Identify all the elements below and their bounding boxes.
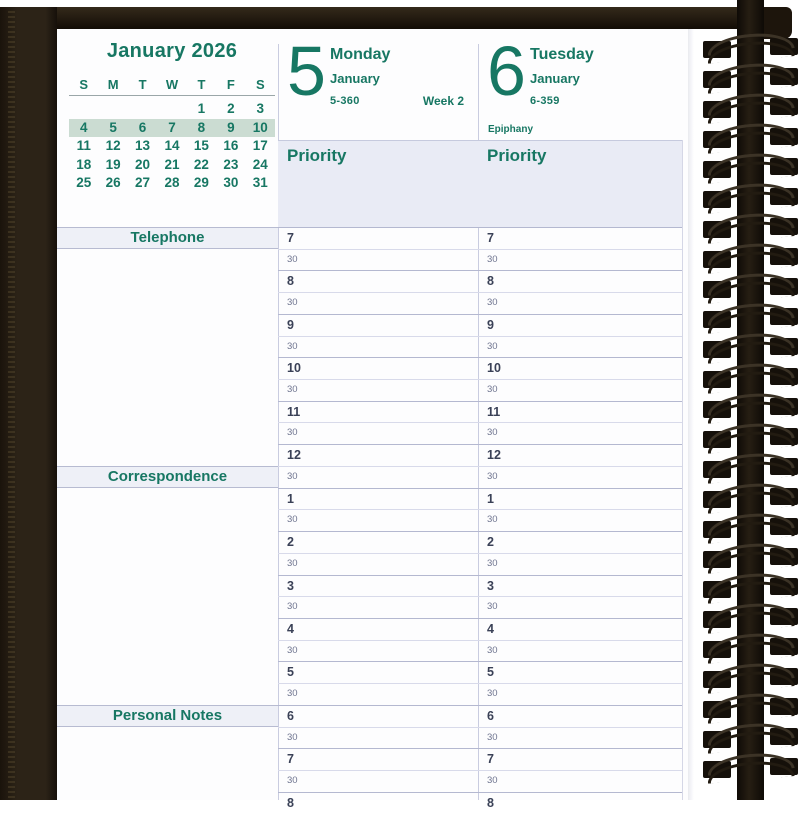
time-slot [278, 357, 478, 379]
priority-section [278, 140, 478, 227]
time-slot [278, 509, 478, 531]
mini-calendar-day: 6 [128, 119, 157, 138]
time-slot [278, 531, 478, 553]
time-slot-grid [478, 227, 682, 810]
time-slot-label: 30 [287, 340, 298, 352]
time-slot [478, 531, 682, 553]
time-slot-label: 8 [487, 795, 494, 810]
priority-label: Priority [487, 146, 547, 165]
time-slot [278, 705, 478, 727]
time-slot-label: 5 [287, 665, 294, 680]
mini-calendar-day [98, 100, 127, 119]
section-band [57, 227, 278, 249]
day-header [330, 46, 390, 107]
mini-calendar-day: 17 [252, 138, 268, 154]
time-slot [278, 618, 478, 640]
time-slot-label: 10 [287, 361, 301, 376]
time-slot [478, 488, 682, 510]
time-slot [278, 401, 478, 423]
time-slot [278, 422, 478, 444]
mini-calendar-day: 20 [135, 156, 151, 172]
day-number: 6 [487, 32, 524, 110]
mini-calendar-day [157, 100, 186, 119]
day-of-year-label: 5-360 [330, 95, 360, 107]
time-slot-label: 3 [487, 578, 494, 593]
time-slot [278, 683, 478, 705]
mini-calendar-day: 4 [69, 119, 98, 138]
time-slot [478, 444, 682, 466]
time-slot-label: 8 [287, 795, 294, 810]
weekday-label: Monday [330, 46, 391, 63]
time-slot-label: 30 [287, 688, 298, 700]
mini-calendar-day: 10 [246, 119, 275, 138]
time-slot [478, 270, 682, 292]
time-slot [278, 292, 478, 314]
time-slot-label: 30 [487, 514, 498, 526]
time-slot-label: 1 [487, 491, 494, 506]
time-slot [278, 792, 478, 813]
mini-calendar-day: 21 [164, 156, 180, 172]
mini-calendar-day: 1 [197, 101, 206, 116]
spiral-binding [688, 0, 800, 800]
time-slot-label: 7 [287, 231, 294, 245]
time-slot-label: 6 [487, 708, 494, 723]
time-slot-label: 8 [487, 274, 494, 289]
column-divider [682, 140, 683, 800]
mini-calendar-day: 13 [135, 138, 151, 154]
time-slot-label: 30 [287, 253, 298, 265]
time-slot-label: 5 [487, 665, 494, 680]
mini-calendar-day: 31 [252, 175, 268, 191]
mini-calendar-day [69, 100, 98, 119]
time-slot-label: 9 [287, 317, 294, 332]
day-column-monday [278, 28, 478, 810]
mini-calendar-day: 26 [105, 175, 121, 191]
time-slot [278, 488, 478, 510]
time-slot [278, 770, 478, 792]
time-slot-label: 30 [287, 731, 298, 743]
time-slot [278, 270, 478, 292]
time-slot [478, 727, 682, 749]
time-slot [478, 748, 682, 770]
time-slot-label: 30 [287, 297, 298, 309]
time-slot [478, 292, 682, 314]
mini-calendar-day: 15 [193, 138, 209, 154]
time-slot [278, 553, 478, 575]
mini-calendar-day: 25 [76, 175, 92, 191]
mini-calendar-day: 14 [164, 138, 180, 154]
time-slot [278, 466, 478, 488]
weekday-label: Tuesday [530, 46, 594, 63]
mini-calendar-day-header: T [197, 77, 206, 92]
time-slot [278, 227, 478, 249]
time-slot [478, 227, 682, 249]
mini-calendar-day: 9 [216, 119, 245, 138]
time-slot-label: 1 [287, 491, 294, 506]
time-slot-label: 30 [487, 297, 498, 309]
time-slot [478, 379, 682, 401]
day-column-tuesday [478, 28, 682, 810]
mini-calendar-day: 18 [76, 156, 92, 172]
time-slot-label: 30 [487, 340, 498, 352]
time-slot-label: 30 [287, 644, 298, 656]
mini-calendar-day: 16 [223, 138, 239, 154]
month-label: January [330, 71, 380, 86]
day-header [530, 46, 594, 107]
mini-calendar-day [128, 100, 157, 119]
planner-cover-left-edge [0, 7, 57, 800]
time-slot-label: 11 [287, 404, 301, 419]
time-slot-grid [278, 227, 478, 810]
section-band-label: Telephone [130, 229, 205, 246]
time-slot [278, 336, 478, 358]
time-slot [478, 336, 682, 358]
time-slot [278, 575, 478, 597]
mini-calendar-day: 8 [187, 119, 216, 138]
time-slot [278, 444, 478, 466]
time-slot-label: 30 [287, 384, 298, 396]
holiday-label: Epiphany [488, 124, 534, 135]
mini-calendar-day-headers [69, 77, 275, 96]
time-slot-label: 12 [287, 448, 301, 463]
time-slot-label: 9 [487, 317, 494, 332]
time-slot-label: 12 [487, 448, 501, 463]
time-slot [478, 466, 682, 488]
time-slot-label: 30 [487, 253, 498, 265]
time-slot-label: 30 [287, 427, 298, 439]
time-slot [278, 249, 478, 271]
time-slot-label: 30 [287, 470, 298, 482]
section-band-label: Correspondence [107, 468, 228, 485]
mini-calendar [69, 40, 275, 193]
time-slot [478, 422, 682, 444]
time-slot [278, 727, 478, 749]
mini-calendar-day: 11 [76, 138, 91, 154]
mini-calendar-day-header: S [255, 77, 265, 92]
time-slot-label: 2 [287, 535, 294, 550]
section-band [57, 705, 278, 727]
time-slot [478, 575, 682, 597]
time-slot-label: 3 [287, 578, 294, 593]
time-slot-label: 6 [287, 708, 294, 723]
time-slot-label: 7 [287, 752, 294, 767]
mini-calendar-day: 24 [252, 156, 268, 172]
planner-page [57, 28, 688, 810]
time-slot [278, 748, 478, 770]
mini-calendar-day-header: W [165, 77, 179, 92]
mini-calendar-title: January 2026 [106, 40, 238, 62]
time-slot-label: 30 [487, 774, 498, 786]
mini-calendar-grid [69, 100, 275, 193]
priority-section [478, 140, 682, 227]
mini-calendar-day: 2 [227, 101, 235, 116]
time-slot-label: 30 [487, 644, 498, 656]
mini-calendar-day: 3 [256, 101, 265, 116]
time-slot [478, 401, 682, 423]
time-slot-label: 10 [487, 361, 501, 376]
time-slot-label: 30 [487, 731, 498, 743]
time-slot-label: 7 [487, 752, 494, 767]
time-slot [478, 792, 682, 813]
time-slot [278, 596, 478, 618]
time-slot [478, 618, 682, 640]
week-number-label: Week 2 [422, 94, 464, 108]
time-slot-label: 30 [487, 384, 498, 396]
mini-calendar-day-header: M [107, 77, 119, 92]
time-slot [478, 509, 682, 531]
cover-stitching [8, 11, 15, 800]
time-slot-label: 30 [487, 427, 498, 439]
time-slot [478, 705, 682, 727]
time-slot-label: 30 [487, 470, 498, 482]
time-slot [278, 379, 478, 401]
time-slot-label: 7 [487, 231, 494, 245]
time-slot-label: 4 [287, 621, 294, 636]
time-slot [278, 640, 478, 662]
priority-label: Priority [287, 146, 347, 165]
mini-calendar-day: 30 [223, 175, 239, 191]
time-slot-label: 30 [487, 688, 498, 700]
mini-calendar-day: 29 [193, 175, 209, 191]
mini-calendar-day: 23 [223, 156, 239, 172]
time-slot-label: 8 [287, 274, 294, 289]
mini-calendar-day: 7 [157, 119, 186, 138]
mini-calendar-day: 19 [105, 156, 121, 172]
time-slot-label: 30 [487, 557, 498, 569]
time-slot-label: 4 [487, 621, 494, 636]
time-slot [278, 314, 478, 336]
day-of-year-label: 6-359 [530, 95, 560, 107]
mini-calendar-day: 27 [135, 175, 151, 191]
mini-calendar-day: 12 [105, 138, 121, 154]
mini-calendar-day: 22 [193, 156, 209, 172]
time-slot [478, 553, 682, 575]
mini-calendar-day-header: T [138, 77, 147, 92]
time-slot [478, 314, 682, 336]
mini-calendar-day: 5 [98, 119, 127, 138]
time-slot [478, 357, 682, 379]
mini-calendar-day: 28 [164, 175, 180, 191]
day-number: 5 [287, 32, 324, 110]
section-band-label: Personal Notes [112, 707, 223, 724]
time-slot-label: 11 [487, 404, 501, 419]
time-slot-label: 30 [287, 557, 298, 569]
time-slot [478, 661, 682, 683]
time-slot [478, 596, 682, 618]
time-slot-label: 2 [487, 535, 494, 550]
section-band [57, 466, 278, 488]
time-slot [478, 683, 682, 705]
time-slot-label: 30 [287, 601, 298, 613]
time-slot-label: 30 [287, 514, 298, 526]
time-slot [478, 249, 682, 271]
time-slot [478, 640, 682, 662]
mini-calendar-day-header: F [226, 77, 235, 92]
month-label: January [530, 71, 580, 86]
time-slot [478, 770, 682, 792]
mini-calendar-day-header: S [79, 77, 89, 92]
time-slot [278, 661, 478, 683]
time-slot-label: 30 [287, 774, 298, 786]
time-slot-label: 30 [487, 601, 498, 613]
planner-cover-top-edge [0, 7, 789, 29]
